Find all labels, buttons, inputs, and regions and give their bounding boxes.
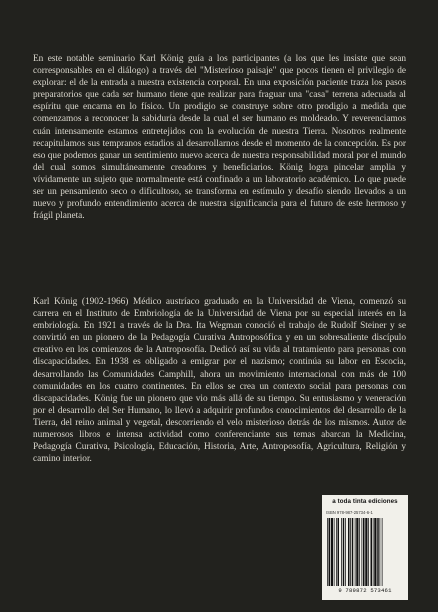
author-bio-paragraph: Karl König (1902-1966) Médico austríaco graduado en la Universidad de Viena, comenzó su carrera en el Instituto de Embriología de la Universidad de Viena por su especial interés en la embriología. En 1921 a través de la Dra. Ita Wegman conoció el trabajo de Rudolf Steiner y se convirtió en un pionero de la Pedagogía Curativa Antroposófica y en un sobresaliente discípulo creativo en los comienzos de la Antroposofía. Dedicó así su vida al tratamiento para personas con discapacidades. En 1938 es obligado a emigrar por el nazismo; continúa su labor en Escocia, desarrollando las Comunidades Camphill, ahora un movimiento internacional con más de 100 comunidades en los cuatro continentes. En ellos se crea un contexto social para personas con discapacidades. König fue un pionero que vio más allá de su tiempo. Su entusiasmo y veneración por el desarrollo del Ser Humano, lo llevó a adquirir profundos conocimientos del desarrollo de la Tierra, del reino animal y vegetal, descorriendo el velo misterioso detrás de los mismos. Autor de numerosos libros e intensa actividad como conferenciante sus temas abarcan la Medicina, Pedagogía Curativa, Psicología, Educación, Historia, Arte, Antroposofía, Agricultura, Religión y camino interior. bbox=[33, 297, 406, 465]
synopsis-paragraph: En este notable seminario Karl König guía a los participantes (a los que les insiste que sean corresponsables en el diálogo) a través del "Misterioso paisaje" que pocos tienen el privilegio de explorar: el de la entrada a nuestra existencia corporal. En una exposición paciente traza los pasos preparatorios que cada ser humano tiene que realizar para fraguar una "casa" terrena adecuada al espíritu que encarna en lo físico. Un prodigio se construye sobre otro prodigio a medida que comenzamos a reconocer la sabiduría desde la cual el ser humano es moldeado. Y reverenciamos cuán intensamente estamos entretejidos con la evolución de nuestra Tierra. Nosotros realmente recapitulamos sus tempranos estadios al desarrollarnos desde el momento de la concepción. Es por eso que podemos ganar un sentimiento nuevo acerca de nuestra responsabilidad moral por el mundo del cual somos simultáneamente creadores y beneficiarios. König logra pincelar amplia y vívidamente un sujeto que normalmente está confinado a un laboratorio académico. Lo que puede ser un pensamiento seco o dificultoso, se transforma en estímulo y desafío siendo llevados a un nuevo y profundo entendimiento acerca de nuestra significancia para el futuro de este hermoso y frágil planeta. bbox=[33, 54, 406, 222]
publisher-name: a toda tinta ediciones bbox=[332, 498, 398, 505]
barcode-icon bbox=[326, 518, 404, 586]
publisher-barcode-sticker bbox=[322, 495, 408, 600]
isbn-text: ISBN 978-987-25734-6-1 bbox=[326, 510, 373, 515]
barcode-digits: 9 789872 573461 bbox=[338, 587, 392, 594]
